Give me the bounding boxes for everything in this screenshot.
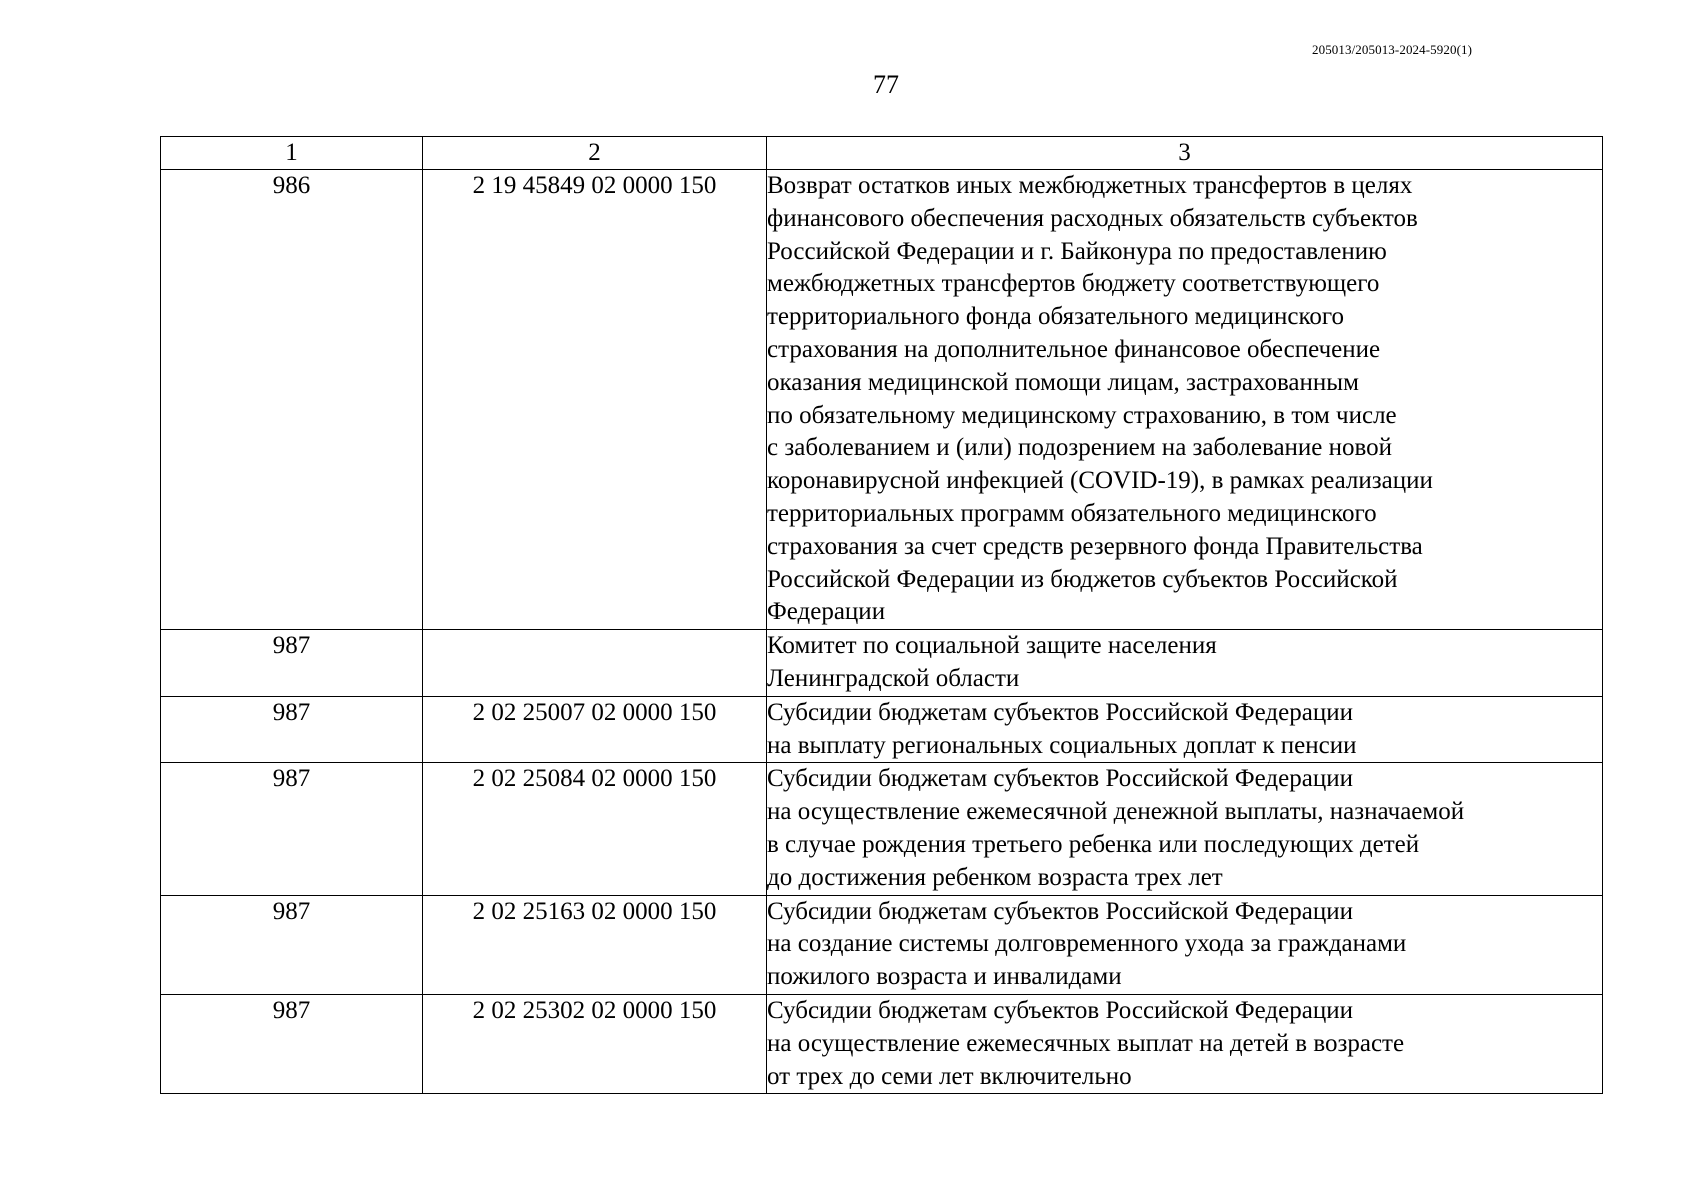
revenue-name-cell <box>767 763 1603 895</box>
revenue-name-line: на осуществление ежемесячной денежной выплаты, назначаемой <box>767 798 1465 826</box>
revenue-name-line: на осуществление ежемесячных выплат на детей в возрасте <box>767 1029 1405 1057</box>
revenue-name-line: Ленинградской области <box>767 664 1020 692</box>
revenue-name-line: на выплату региональных социальных доплат к пенсии <box>767 731 1357 759</box>
table-row <box>161 895 1603 994</box>
table-row <box>161 630 1603 697</box>
revenue-name-cell <box>767 696 1603 763</box>
revenue-name-cell <box>767 170 1603 630</box>
column-header-1: 1 <box>161 137 423 170</box>
budget-code-cell: 2 02 25007 02 0000 150 <box>423 696 767 763</box>
revenue-name-line: по обязательному медицинскому страхованию, в том числе <box>767 401 1397 429</box>
table-header-row <box>161 137 1603 170</box>
document-reference-number: 205013/205013-2024-5920(1) <box>1312 42 1473 57</box>
revenue-name-cell <box>767 994 1603 1093</box>
table-row <box>161 696 1603 763</box>
revenue-name-line: Субсидии бюджетам субъектов Российской Федерации <box>767 698 1353 726</box>
revenue-name-line: от трех до семи лет включительно <box>767 1062 1132 1090</box>
table-body <box>161 170 1603 1094</box>
revenue-name-line: на создание системы долговременного ухода за гражданами <box>767 930 1407 958</box>
budget-code-cell: 2 02 25084 02 0000 150 <box>423 763 767 895</box>
revenue-name-line: страхования на дополнительное финансовое обеспечение <box>767 335 1381 363</box>
column-header-2: 2 <box>423 137 767 170</box>
admin-code-cell: 987 <box>161 630 423 697</box>
revenue-name-line: Комитет по социальной защите населения <box>767 632 1217 660</box>
revenue-name-line: финансового обеспечения расходных обязательств субъектов <box>767 204 1418 232</box>
budget-code-cell: 2 02 25163 02 0000 150 <box>423 895 767 994</box>
admin-code-cell: 987 <box>161 895 423 994</box>
revenue-name-line: Субсидии бюджетам субъектов Российской Федерации <box>767 897 1353 925</box>
table-row <box>161 994 1603 1093</box>
revenue-name-line: Субсидии бюджетам субъектов Российской Федерации <box>767 996 1353 1024</box>
table-row <box>161 170 1603 630</box>
revenue-name-line: Субсидии бюджетам субъектов Российской Федерации <box>767 765 1353 793</box>
admin-code-cell: 987 <box>161 696 423 763</box>
column-header-3: 3 <box>767 137 1603 170</box>
budget-code-cell: 2 02 25302 02 0000 150 <box>423 994 767 1093</box>
page-number: 77 <box>873 70 899 99</box>
admin-code-cell: 987 <box>161 763 423 895</box>
revenue-name-line: пожилого возраста и инвалидами <box>767 963 1122 991</box>
revenue-name-line: коронавирусной инфекцией (COVID-19), в рамках реализации <box>767 467 1433 495</box>
revenue-name-line: территориальных программ обязательного медицинского <box>767 499 1377 527</box>
revenue-name-cell <box>767 630 1603 697</box>
revenue-name-line: оказания медицинской помощи лицам, застрахованным <box>767 368 1359 396</box>
revenue-name-line: с заболеванием и (или) подозрением на заболевание новой <box>767 434 1393 462</box>
revenue-name-line: территориального фонда обязательного медицинского <box>767 303 1344 331</box>
admin-code-cell: 986 <box>161 170 423 630</box>
revenue-name-line: страхования за счет средств резервного фонда Правительства <box>767 532 1423 560</box>
revenue-name-line: Российской Федерации и г. Байконура по предоставлению <box>767 237 1387 265</box>
revenue-name-line: до достижения ребенком возраста трех лет <box>767 863 1223 891</box>
admin-code-cell: 987 <box>161 994 423 1093</box>
revenue-name-line: межбюджетных трансфертов бюджету соответствующего <box>767 270 1380 298</box>
revenue-name-line: Федерации <box>767 598 886 626</box>
revenue-name-line: Российской Федерации из бюджетов субъектов Российской <box>767 565 1398 593</box>
revenue-name-cell <box>767 895 1603 994</box>
table-row <box>161 763 1603 895</box>
budget-code-cell: 2 19 45849 02 0000 150 <box>423 170 767 630</box>
revenue-name-line: Возврат остатков иных межбюджетных трансфертов в целях <box>767 172 1413 199</box>
revenue-name-line: в случае рождения третьего ребенка или последующих детей <box>767 830 1420 858</box>
budget-code-cell <box>423 630 767 697</box>
budget-codes-table <box>160 136 1603 1094</box>
